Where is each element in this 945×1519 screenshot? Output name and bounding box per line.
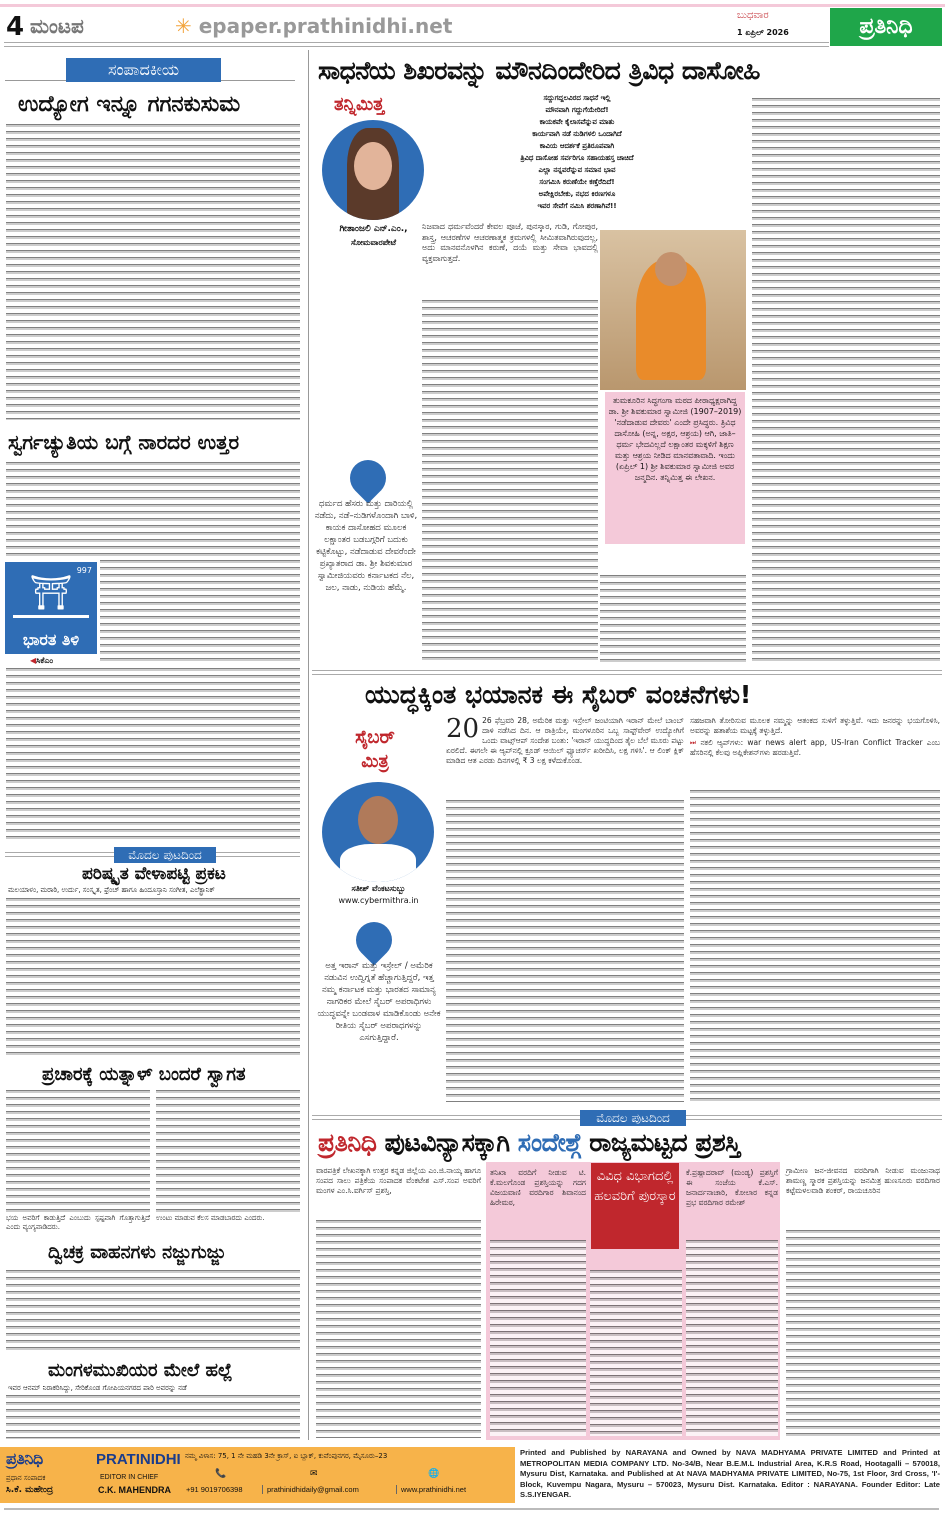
twowheeler-body bbox=[6, 1270, 300, 1354]
bharata-tili-logo bbox=[5, 562, 97, 654]
schedule-lead: ಮಲಯಾಳಂ, ಮರಾಠಿ, ಉರ್ದು, ಸಂಸ್ಕೃತ, ಫ್ರೆಂಚ್ ಹಾಗೂ ಹಿಂದೂಸ್ತಾನಿ ಸಂಗೀತ, ಎಲೆಕ್ಟ್ರಾನಿಕ್ bbox=[8, 886, 215, 894]
footer-logo: ಪ್ರತಿನಿಧಿ bbox=[6, 1449, 43, 1468]
cyber-mitra-column-label: ಸೈಬರ್ ಮಿತ್ರ bbox=[355, 727, 395, 772]
yatnal-end-right: ಉಂಟು ಮಾಡುವ ಕೆಲಸ ಮಾಡಬಾರದು ಎಂದರು. bbox=[156, 1214, 265, 1222]
author-name: ಗೀತಾಂಜಲಿ ಎನ್.ಎಂ., bbox=[339, 224, 408, 234]
phone-icon: 📞 bbox=[215, 1469, 227, 1479]
credit-text: ಸಿಕೆಎಂ bbox=[36, 656, 54, 665]
bottom-rule bbox=[4, 1508, 939, 1510]
cyber-body-col2 bbox=[690, 790, 940, 1102]
poem-line: ಅಪೇಕ್ಷಿರಬೇಕು, ನಭದ ಕಿರಣಗಳೂ bbox=[538, 190, 616, 198]
poem-line: ಎಲ್ಲಾ ನನ್ನವರೆನ್ನುವ ಸಮಾನ ಭಾವ bbox=[538, 166, 616, 174]
site-url[interactable] bbox=[175, 14, 452, 38]
poem-line: ಕಾಯಕವೇ ಕೈಲಾಸವೆನ್ನುವ ಮಾತು bbox=[539, 118, 615, 126]
cyber-rule bbox=[312, 670, 942, 675]
dasohi-body-col1 bbox=[422, 300, 598, 663]
award-box-mid-body bbox=[590, 1270, 682, 1436]
footer-web[interactable]: www.prathinidhi.net bbox=[396, 1485, 466, 1494]
dasohi-pull-quote: ಧರ್ಮದ ಹೆಸರು ಮತ್ತು ದಾರಿಯಲ್ಲಿ ನಡೆದು, ನಡೆ–ನುಡಿಗಳೊಂದಾಗಿ ಬಾಳಿ, ಕಾಯಕ ದಾಸೋಹದ ಮೂಲಕ ಲಕ್ಷಾಂತರ ಬಡಬಗ್ಗರಿಗೆ ಬದುಕು ಕಟ್ಟಿಕೊಟ್ಟು, ನಡೆದಾಡುವ ದೇವರೆಂದೇ ಪ್ರಖ್ಯಾತರಾದ ಡಾ. ಶ್ರೀ ಶಿವಕುಮಾರ ಸ್ವಾಮೀಜಿಯವರು ಕರ್ನಾಟಕದ ನೆಲ, ಜಲ, ನಾಡು, ನುಡಿಯ ಹೆಮ್ಮೆ. bbox=[314, 499, 418, 593]
fake-apps-text: ನಕಲಿ ಆ್ಯಪ್‌ಗಳು: war news alert app, US-Iran Conflict Tracker ಎಂಬ ಹೆಸರಿನಲ್ಲಿ ಕೆಲವು ಅಪ್ಲಿಕೇಶನ್‌ಗಳು ಹರಡುತ್ತಿವೆ. bbox=[690, 738, 940, 757]
photo-caption: ತುಮಕೂರಿನ ಸಿದ್ಧಗಂಗಾ ಮಠದ ಪೀಠಾಧ್ಯಕ್ಷರಾಗಿದ್ದ ಡಾ. ಶ್ರೀ ಶಿವಕುಮಾರ ಸ್ವಾಮೀಜಿ (1907–2019) 'ನಡೆದಾಡುವ ದೇವರು' ಎಂದೇ ಪ್ರಸಿದ್ಧರು. ತ್ರಿವಿಧ ದಾಸೋಹಿ (ಅನ್ನ, ಅಕ್ಷರ, ಆಶ್ರಯ) ಆಗಿ, ಜಾತಿ–ಧರ್ಮ ಭೇದವಿಲ್ಲದೆ ಲಕ್ಷಾಂತರ ಮಕ್ಕಳಿಗೆ ಶಿಕ್ಷಣ ಮತ್ತು ಆಶ್ರಯ ನೀಡಿದ ಮಾನವತಾವಾದಿ. ಇಂದು (ಏಪ್ರಿಲ್ 1) ಶ್ರೀ ಶಿವಕುಮಾರ ಸ್ವಾಮೀಜಿ ಅವರ ಜನ್ಮದಿನ. ತನ್ನಿಮಿತ್ತ ಈ ಲೇಖನ. bbox=[605, 392, 745, 544]
tannimitta-column-label: ತನ್ನಿಮಿತ್ತ bbox=[334, 94, 385, 115]
dasohi-lead: ನಿಜವಾದ ಧರ್ಮವೆಂದರೆ ಕೇವಲ ಪೂಜೆ, ಪುನಸ್ಕಾರ, ಗುಡಿ, ಗೋಪುರ, ಶಾಸ್ತ್ರ, ಆಚರಣೆಗಳ ಆಚರಣಾತ್ಮಕ ಕ್ರಮಗಳಲ್ಲಿ ಸೀಮಿತವಾಗಿರುವುದಲ್ಲ, ಅದು ಮಾನವನೊಳಗಿನ ಕರುಣೆ, ದಯೆ ಮತ್ತು ಸೇವಾ ಭಾವದಲ್ಲಿ ವ್ಯಕ್ತವಾಗುತ್ತದೆ. bbox=[422, 222, 598, 263]
yatnal-end-left: ಭಯ ಅವರಿಗೆ ಕಾಡುತ್ತಿದೆ ಎಂಬುದು ಸ್ಪಷ್ಟವಾಗಿ ಗೊತ್ತಾಗುತ್ತಿದೆ ಎಂದು ವ್ಯಂಗ್ಯವಾಡಿದರು. bbox=[6, 1214, 150, 1231]
mangala-body bbox=[6, 1395, 300, 1439]
yatnal-body-left bbox=[6, 1090, 150, 1212]
headline-end: ಗೆ ರಾಜ್ಯಮಟ್ಟದ ಪ್ರಶಸ್ತಿ bbox=[581, 1128, 741, 1157]
twowheeler-headline: ದ್ವಿಚಕ್ರ ವಾಹನಗಳು ನಜ್ಜುಗುಜ್ಜು bbox=[48, 1242, 226, 1263]
editor-label: EDITOR IN CHIEF bbox=[100, 1474, 159, 1481]
quote-drop-icon bbox=[349, 915, 400, 966]
arrow-left-icon: ◀ bbox=[30, 656, 37, 665]
schedule-headline: ಪರಿಷ್ಕೃತ ವೇಳಾಪಟ್ಟಿ ಪ್ರಕಟ bbox=[82, 864, 226, 884]
chariot-illustration-icon: ⛩ bbox=[13, 568, 89, 618]
narada-body-cont bbox=[6, 668, 300, 840]
issue-date: 1 ಏಪ್ರಿಲ್ 2026 bbox=[737, 28, 789, 37]
site-url-text: epaper.prathinidhi.net bbox=[198, 14, 453, 38]
poem-line: ಸಂಗಮಿಸಿ ಕರುಣೆಯೇ ಕಣ್ತೆರೆದಿದೆ! bbox=[539, 178, 615, 186]
bharata-tili-number: 997 bbox=[76, 566, 92, 575]
author-portrait bbox=[322, 120, 424, 220]
footer-box bbox=[0, 1447, 515, 1503]
award-box-right-lead: ಕೆ.ಪ್ರಹ್ಲಾದರಾವ್ (ಮಂಡ್ಯ) ಪ್ರಶಸ್ತಿಗೆ ಈ ಸಂಜೆಯ ಕೆ.ಎಸ್. ಜನಾರ್ದನಾಚಾರಿ, ಕೋಲಾರ ಕನ್ನಡ ಪ್ರಭ ವರದಿಗಾರ ರಮೇಶ್ bbox=[686, 1168, 778, 1207]
editor-name: C.K. MAHENDRA bbox=[98, 1485, 171, 1495]
poem-line: ಕಾರ್ಯವಾಗಿ ನಡೆ ನುಡಿಗಳಲಿ ಒಂದಾಗಿದೆ bbox=[532, 130, 622, 138]
award-box-left-lead: ತನಿಖಾ ವರದಿಗೆ ನೀಡುವ ಟಿ. ಕೆ.ಮಲಗೊಂಡ ಪ್ರಶಸ್ತಿಯನ್ನು ಗದಗ ವಿಜಯವಾಣಿ ವರದಿಗಾರ ಶಿವಾನಂದ ಹಿರೇಮಠ, bbox=[490, 1168, 586, 1207]
yatnal-body-right bbox=[156, 1090, 300, 1212]
header-divider bbox=[4, 42, 829, 47]
poem bbox=[432, 92, 722, 212]
editor-label-kn: ಪ್ರಧಾನ ಸಂಪಾದಕ bbox=[6, 1474, 46, 1482]
column-divider bbox=[308, 50, 309, 1440]
award-box-title: ವಿವಿಧ ವಿಭಾಗದಲ್ಲಿ ಹಲವರಿಗೆ ಪುರಸ್ಕಾರ bbox=[591, 1163, 679, 1249]
editorial-body bbox=[6, 124, 300, 420]
from-front-tag: ಮೊದಲ ಪುಟದಿಂದ bbox=[114, 847, 216, 863]
footer-email[interactable]: prathinidhidaily@gmail.com bbox=[262, 1485, 359, 1494]
poem-line: ಸದ್ದುಗದ್ದಲವಿರದ ಸಾಧನೆ ಇಲ್ಲಿ bbox=[543, 94, 611, 102]
cyber-fake-apps bbox=[690, 738, 940, 758]
bullet-icon: ⏭ bbox=[690, 738, 697, 747]
dasohi-body-col3 bbox=[752, 98, 940, 663]
cyber-dropcap: 20 bbox=[446, 714, 480, 744]
issue-day: ಬುಧವಾರ bbox=[737, 10, 769, 21]
cyber-author-site[interactable]: www.cybermithra.in bbox=[338, 896, 419, 905]
schedule-body bbox=[6, 898, 300, 1058]
footer-logo-en: PRATINIDHI bbox=[96, 1451, 181, 1468]
cyber-right-lead: ಸಹಜವಾಗಿ ತೋರಿಸುವ ಮೂಲಕ ನಮ್ಮನ್ನು ಆತಂಕದ ಸುಳಿಗೆ ತಳ್ಳುತ್ತಿವೆ. ಇದು ಜನರನ್ನು ಭಯಗೊಳಿಸಿ, ಅವರನ್ನು ಹತಾಶೆಯ ಮಟ್ಟಕ್ಕೆ ತಳ್ಳುತ್ತಿದೆ. bbox=[690, 716, 940, 735]
sun-icon: ✳ bbox=[175, 14, 192, 38]
cyber-lead: 26 ಫೆಬ್ರವರಿ 28, ಅಮೆರಿಕ ಮತ್ತು ಇಸ್ರೇಲ್ ಜಂಟಿಯಾಗಿ ಇರಾನ್ ಮೇಲೆ ಬಾಂಬ್ ದಾಳಿ ನಡೆಸಿದ ದಿನ. ಆ ರಾತ್ರಿಯೇ, ಮಂಗಳೂರಿನ ಒಬ್ಬ ಸಾಫ್ಟ್‌ವೇರ್ ಉದ್ಯೋಗಿಗೆ ಒಂದು ವಾಟ್ಸ್‌ಆಪ್ ಸಂದೇಶ ಬಂತು: 'ಇರಾನ್ ಯುದ್ಧದಿಂದ ತೈಲ ಬೆಲೆ ಮೂರು ಪಟ್ಟು ಏರಲಿದೆ. ಈಗಲೇ ಈ ಆ್ಯಪ್‌ನಲ್ಲಿ ಕ್ರೂಡ್ ಆಯಿಲ್ ಫ್ಯೂಚರ್ಸ್ ಖರೀದಿಸಿ, ಲಕ್ಷ ಗಳಿಸಿ'. ಆ ಲಿಂಕ್ ಕ್ಲಿಕ್ ಮಾಡಿದ ಆತ ಎರಡು ದಿನಗಳಲ್ಲಿ ₹ 3 ಲಕ್ಷ ಕಳೆದುಕೊಂಡ. bbox=[446, 716, 684, 765]
bharata-tili-label: ಭಾರತ ತಿಳಿ bbox=[22, 630, 80, 649]
section-name: ಮಂಟಪ bbox=[30, 14, 84, 38]
award-col4-body bbox=[786, 1230, 940, 1438]
award-col4-lead: ಗ್ರಾಮೀಣ ಜನ-ಜೀವನದ ವರದಿಗಾಗಿ ನೀಡುವ ಮಂಜುನಾಥ ಶಾಮಣ್ಣ ಸ್ಮಾರಕ ಪ್ರಶಸ್ತಿಯನ್ನು ಜನಮಿತ್ರ ಹುಣಸೂರು ವರದಿಗಾರ ಕಟ್ಟೆಮಳಲವಾಡಿ ಶಂಕರ್, ರಾಯಚೂರಿನ bbox=[786, 1166, 940, 1195]
quote-drop-icon bbox=[343, 453, 394, 504]
yatnal-headline: ಪ್ರಚಾರಕ್ಕೆ ಯತ್ನಾಳ್ ಬಂದರೆ ಸ್ವಾಗತ bbox=[42, 1064, 246, 1085]
award-col1-lead: ವಾರಪತ್ರಿಕೆ ಲೇಖನಕ್ಕಾಗಿ ಉತ್ತರ ಕನ್ನಡ ಜಿಲ್ಲೆಯ ಎಂ.ಜಿ.ನಾಯ್ಕ ಹಾಗೂ ಸಂಪದ ಸಾಲು ಪತ್ರಿಕೆಯ ಸಂಪಾದಕ ವೆಂಕಟೇಶ ಎಸ್.ಸಂಪ ಅವರಿಗೆ ಮಂಗಳ ಎಂ.ಸಿ.ವರ್ಗಿಸ್ ಪ್ರಶಸ್ತಿ, bbox=[316, 1166, 481, 1195]
poem-line: ತ್ರಿವಿಧ ದಾಸೋಹ ಸರ್ವರಿಗೂ ಸಹಾಯಹಸ್ತ ಚಾಚಿದೆ bbox=[520, 154, 634, 162]
editor-kn: ಸಿ.ಕೆ. ಮಹೇಂದ್ರ bbox=[6, 1485, 54, 1495]
poem-line: ಇವರ ಸೇವೆಗೆ ನಮಿಸಿ ಶರಣಾಗಿವೆ!! bbox=[537, 202, 617, 210]
masthead-logo: ಪ್ರತಿನಿಧಿ bbox=[830, 8, 942, 46]
award-col1-body bbox=[316, 1220, 481, 1438]
poem-line: ಕಾವಿಯ ಆದರ್ಶಕೆ ಪ್ರತಿರೂಪವಾಗಿ bbox=[539, 142, 615, 150]
footer-phone[interactable]: +91 9019706398 bbox=[186, 1485, 243, 1494]
award-box-left-body bbox=[490, 1240, 586, 1436]
cyber-pull-quote: ಅತ್ತ ಇರಾನ್ ಮತ್ತು ಇಸ್ರೇಲ್ / ಅಮೆರಿಕ ನಡುವಿನ ಉದ್ವಿಗ್ನತೆ ಹೆಚ್ಚಾಗುತ್ತಿದ್ದರೆ, ಇತ್ತ ನಮ್ಮ ಕರ್ನಾಟಕ ಮತ್ತು ಭಾರತದ ಸಾಮಾನ್ಯ ನಾಗರಿಕರ ಮೇಲೆ ಸೈಬರ್ ಅಪರಾಧಿಗಳು ಯುದ್ಧವನ್ನೇ ಬಂಡವಾಳ ಮಾಡಿಕೊಂಡು ಅನೇಕ ರೀತಿಯ ಸೈಬರ್ ಅಪರಾಧಗಳನ್ನು ಎಸಗುತ್ತಿದ್ದಾರೆ. bbox=[317, 961, 441, 1043]
mangala-lead: ಇವರ ಆನಮ್ ನಿರಾಕರಿಸಿದ್ದು, ಸೇರಿಕೊಂಡ ಗೋಪಿಯನಗರದ ಪಾರಿ ಅವರನ್ನು ನಡೆ bbox=[8, 1384, 187, 1392]
cyber-body-col1 bbox=[446, 800, 684, 1102]
poem-line: ಮೌನವಾಗಿ ಗದ್ದುಗೆಯೇರಿದೆ! bbox=[545, 106, 609, 114]
footer-imprint: Printed and Published by NARAYANA and Owned by NAVA MADHYAMA PRIVATE LIMITED and Printed at METROPOLITAN MEDIA COMPANY LTD. No-34/B, Near B.E.M.L Industrial Area, K.R.S Road, Hootagalli – 570018, Mysuru Dist, Karnataka. and Published at At NAVA MADHYAMA PRIVATE LIMITED, No-75, 1st Floor, 3rd Cross, 'I'- Block, Kuvempu Nagara, Mysuru – 570023, Mysuru Dist. Karnataka. Editor : NARAYANA. Founder Editor: Late S.S.IYENGAR. bbox=[520, 1448, 940, 1500]
cyber-right-block bbox=[690, 716, 940, 758]
narada-headline: ಸ್ವರ್ಗಚ್ಯುತಿಯ ಬಗ್ಗೆ ನಾರದರ ಉತ್ತರ bbox=[8, 430, 240, 454]
headline-mid: ಪುಟವಿನ್ಯಾಸಕ್ಕಾಗಿ bbox=[376, 1128, 518, 1157]
dasohi-body-col2 bbox=[600, 575, 746, 663]
headline-sandesh: ಸಂದೇಶ್ bbox=[517, 1128, 582, 1157]
editorial-headline: ಉದ್ಯೋಗ ಇನ್ನೂ ಗಗನಕುಸುಮ bbox=[18, 92, 241, 117]
web-icon: 🌐 bbox=[428, 1469, 440, 1479]
cyber-headline: ಯುದ್ಧಕ್ಕಿಂತ ಭಯಾನಕ ಈ ಸೈಬರ್ ವಂಚನೆಗಳು! bbox=[365, 680, 752, 709]
award-from-front-tag: ಮೊದಲ ಪುಟದಿಂದ bbox=[580, 1110, 686, 1126]
mangala-headline: ಮಂಗಳಮುಖಿಯರ ಮೇಲೆ ಹಲ್ಲೆ bbox=[48, 1360, 233, 1381]
headline-pratinidhi: ಪ್ರತಿನಿಧಿ bbox=[318, 1128, 377, 1157]
narada-body-wrap bbox=[100, 560, 300, 665]
award-box-right-body bbox=[686, 1240, 778, 1436]
award-headline bbox=[318, 1128, 740, 1158]
narada-body bbox=[6, 462, 300, 556]
swamiji-photo bbox=[600, 230, 746, 390]
top-pink-rule bbox=[0, 4, 945, 7]
cyber-author-name: ಸತೀಶ್ ವೆಂಕಟಸುಬ್ಬು bbox=[351, 884, 406, 893]
email-icon: ✉ bbox=[310, 1469, 318, 1479]
footer-address: ನಮ್ಮ ವಿಳಾಸ: 75, 1 ನೇ ಮಹಡಿ 3ನೇ ಕ್ರಾಸ್, ಐ ಬ್ಲಾಕ್, ಕುವೆಂಪುನಗರ, ಮೈಸೂರು–23 bbox=[185, 1452, 388, 1460]
bharata-tili-credit bbox=[30, 656, 53, 666]
cyber-lead-block bbox=[446, 716, 684, 766]
editorial-tag: ಸಂಪಾದಕೀಯ bbox=[66, 58, 221, 82]
dasohi-headline: ಸಾಧನೆಯ ಶಿಖರವನ್ನು ಮೌನದಿಂದೇರಿದ ತ್ರಿವಿಧ ದಾಸೋಹಿ bbox=[318, 56, 760, 85]
author-place: ಸೋಮವಾರಪೇಟೆ bbox=[350, 238, 397, 247]
cyber-author-portrait bbox=[322, 782, 434, 882]
page-number: 4 bbox=[6, 12, 25, 42]
